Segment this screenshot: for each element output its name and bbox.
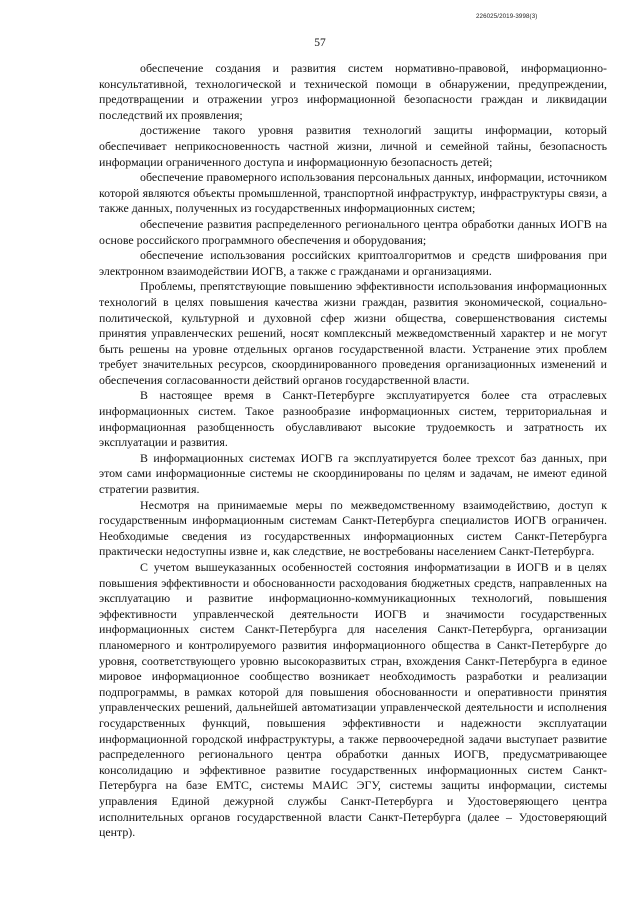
paragraph-access: Несмотря на принимаемые меры по межведомственному взаимодействию, доступ к государственным информационным системам Санкт-Петербурга специалистов ИОГВ ограничен. Необходимые сведения из государственных информационных систем Санкт-Петербурга практически недоступны извне и, как следствие, не востребованы населением Санкт-Петербурга. — [99, 497, 607, 559]
paragraph-databases: В информационных системах ИОГВ га эксплуатируется более трехсот баз данных, при этом сами информационные системы не скоординированы по целям и задачам, не имеют единой стратегии развития. — [99, 450, 607, 497]
paragraph-cryptography: обеспечение использования российских криптоалгоритмов и средств шифрования при электронном взаимодействии ИОГВ, а также с гражданами и организациями. — [99, 248, 607, 278]
paragraph-subprogram-need: С учетом вышеуказанных особенностей состояния информатизации в ИОГВ и в целях повышения эффективности и обоснованности расходования бюджетных средств, направленных на эксплуатацию и развитие информационно-коммуникационных технологий, повышения эффективности управленческой деятельности ИОГВ и значимости государственных информационных систем Санкт-Петербурга для населения Санкт-Петербурга, организации планомерного и контролируемого развития информационного общества в Санкт-Петербурге до уровня, соответствующего уровню высокоразвитых стран, вхождения Санкт-Петербурга в единое мировое информационное сообщество возникает необходимость разработки и реализации подпрограммы, в рамках которой для повышения обоснованности и оперативности принятия управленческих решений, дальнейшей автоматизации управленческой деятельности и исполнения государственных функций, повышения эффективности и надежности эксплуатации информационной городской инфраструктуры, а также первоочередной задачи выступает развитие распределенного регионального центра обработки данных ИОГВ, предусматривающее консолидацию и эффективное развитие государственных информационных систем Санкт-Петербурга на базе ЕМТС, системы МАИС ЭГУ, системы защиты информации, системы управления Единой дежурной службы Санкт-Петербурга и Удостоверяющего центра исполнительных органов государственной власти Санкт-Петербурга (далее – Удостоверяющий центр). — [99, 560, 607, 840]
paragraph-legal-support: обеспечение создания и развития систем нормативно-правовой, информационно-консультативной, технологической и технической помощи в обнаружении, предупреждении, предотвращении и отражении угроз информационной безопасности граждан и ликвидации последствий их проявления; — [99, 61, 607, 122]
paragraph-sectoral-systems: В настоящее время в Санкт-Петербурге эксплуатируется более ста отраслевых информационных систем. Такое разнообразие информационных систем, территориальная и информационная разобщенность обуславливают высокие трудоемкость и затратность их эксплуатации и развития. — [99, 388, 607, 450]
document-registration-number: 226025/2019-3998(3) — [476, 13, 538, 20]
paragraph-privacy-protection: достижение такого уровня развития технологий защиты информации, который обеспечивает неприкосновенность частной жизни, личной и семейной тайны, безопасность информации ограниченного доступа и информационную безопасность детей; — [99, 123, 607, 169]
paragraph-problems: Проблемы, препятствующие повышению эффективности использования информационных технологий в целях повышения качества жизни граждан, развития экономической, социально-политической, культурной и духовной сфер жизни общества, совершенствования системы принятия управленческих решений, носят комплексный межведомственный характер и не могут быть решены на уровне отдельных органов государственной власти. Устранение этих проблем требует значительных ресурсов, скоординированного проведения организационных изменений и обеспечения согласованности действий органов государственной власти. — [99, 279, 607, 387]
paragraph-data-center: обеспечение развития распределенного регионального центра обработки данных ИОГВ на основе российского программного обеспечения и оборудования; — [99, 216, 607, 247]
paragraph-personal-data: обеспечение правомерного использования персональных данных, информации, источником которой являются объекты промышленной, транспортной инфраструктур, инфраструктуры связи, а также данных, полученных из государственных информационных систем; — [99, 170, 607, 216]
document-body — [99, 61, 607, 841]
page-number: 57 — [314, 37, 326, 49]
